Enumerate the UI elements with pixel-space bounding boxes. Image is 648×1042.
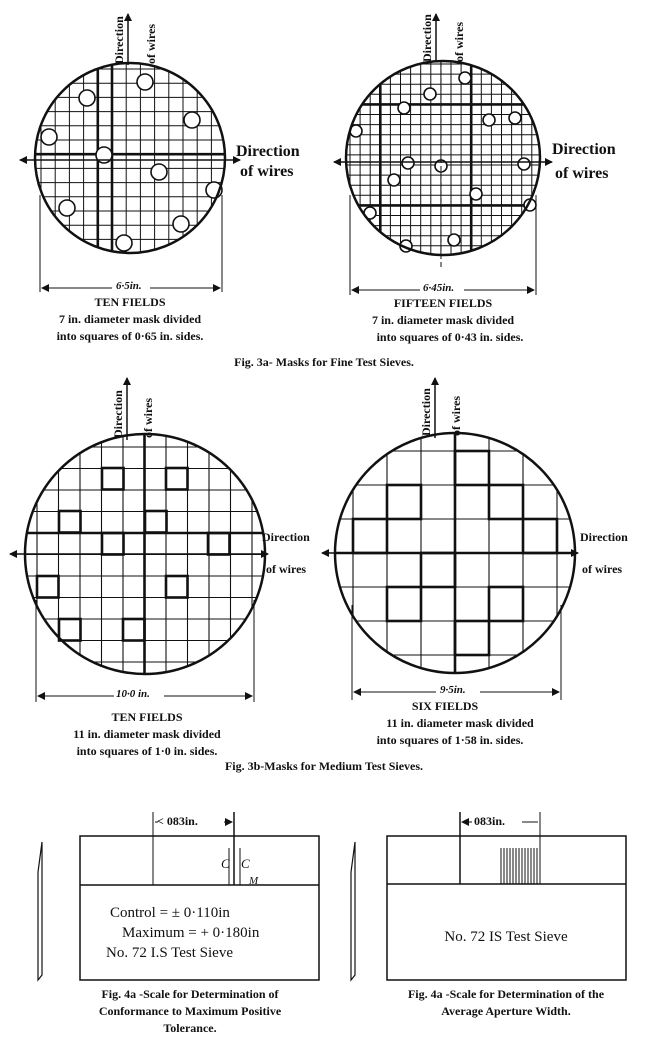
caption-line-1: Fig. 4a -Scale for Determination of the bbox=[407, 987, 605, 1001]
field-square bbox=[387, 485, 421, 519]
field-square bbox=[59, 619, 81, 641]
mark-c-1: C bbox=[221, 856, 230, 871]
direction-label-vertical-1: Direction bbox=[419, 388, 433, 436]
field-circle bbox=[509, 112, 521, 124]
aperture-tick-marks bbox=[501, 848, 537, 884]
field-circle bbox=[398, 102, 410, 114]
field-square bbox=[59, 511, 81, 533]
dimension-label: 9·5in. bbox=[440, 684, 466, 696]
direction-label-vertical-2: of wires bbox=[449, 395, 463, 436]
field-square bbox=[208, 533, 230, 555]
scale-line-1: No. 72 IS Test Sieve bbox=[444, 929, 568, 945]
direction-label-2: of wires bbox=[555, 165, 609, 182]
direction-label-1: Direction bbox=[262, 530, 310, 544]
field-circle bbox=[184, 112, 200, 128]
scale-line-1: Control = ± 0·110in bbox=[110, 905, 230, 921]
scale-profile bbox=[351, 842, 355, 980]
field-circle bbox=[424, 88, 436, 100]
dimension-label: < 083in. bbox=[157, 814, 198, 828]
mask-title: TEN FIELDS bbox=[94, 295, 166, 309]
caption-line-3: Tolerance. bbox=[163, 1021, 217, 1035]
field-circle bbox=[173, 216, 189, 232]
scale-conformance-left bbox=[38, 812, 319, 1035]
dimension-label: 6·45in. bbox=[423, 282, 455, 294]
field-square bbox=[123, 619, 145, 641]
field-square bbox=[37, 576, 59, 598]
field-circle bbox=[41, 129, 57, 145]
direction-label-1: Direction bbox=[552, 141, 616, 158]
mask-six-fields-medium bbox=[322, 378, 628, 747]
caption-line-2: Average Aperture Width. bbox=[441, 1004, 571, 1018]
field-circle bbox=[402, 157, 414, 169]
field-circle bbox=[448, 234, 460, 246]
field-square bbox=[166, 576, 188, 598]
mask-desc-2: into squares of 1·0 in. sides. bbox=[76, 744, 218, 758]
direction-label-vertical-2: of wires bbox=[452, 21, 466, 62]
scale-aperture-right bbox=[351, 812, 626, 1018]
figure-caption-3b: Fig. 3b-Masks for Medium Test Sieves. bbox=[224, 759, 424, 773]
field-circle bbox=[470, 188, 482, 200]
field-square bbox=[102, 468, 124, 490]
direction-label-2: of wires bbox=[266, 562, 307, 576]
mark-m: M bbox=[249, 875, 259, 887]
field-circle bbox=[116, 235, 132, 251]
mask-desc-1: 11 in. diameter mask divided bbox=[73, 727, 221, 741]
field-circle bbox=[388, 174, 400, 186]
direction-label-1: Direction bbox=[580, 530, 628, 544]
mask-ten-fields-medium bbox=[10, 378, 310, 758]
scale-profile bbox=[38, 842, 42, 980]
mask-desc-2: into squares of 0·43 in. sides. bbox=[376, 330, 524, 344]
field-square bbox=[166, 468, 188, 490]
direction-label-vertical-1: Direction bbox=[420, 14, 434, 62]
field-square bbox=[387, 587, 421, 621]
field-square bbox=[523, 519, 557, 553]
direction-label-1: Direction bbox=[236, 143, 300, 160]
field-square bbox=[455, 621, 489, 655]
mask-desc-2: into squares of 1·58 in. sides. bbox=[376, 733, 524, 747]
field-circle bbox=[59, 200, 75, 216]
mask-desc-2: into squares of 0·65 in. sides. bbox=[56, 329, 204, 343]
dimension-label: 6·5in. bbox=[116, 280, 142, 292]
field-circle bbox=[137, 74, 153, 90]
field-square bbox=[353, 519, 387, 553]
scale-line-2: Maximum = + 0·180in bbox=[122, 925, 260, 941]
field-circle bbox=[151, 164, 167, 180]
direction-label-vertical-2: of wires bbox=[141, 397, 155, 438]
dimension-label: 10·0 in. bbox=[116, 688, 150, 700]
dimension-label: 083in. bbox=[474, 814, 506, 828]
direction-label-2: of wires bbox=[582, 562, 623, 576]
field-square bbox=[489, 485, 523, 519]
direction-label-vertical-1: Direction bbox=[112, 16, 126, 64]
mask-desc-1: 7 in. diameter mask divided bbox=[371, 313, 515, 327]
direction-label-vertical-2: of wires bbox=[144, 23, 158, 64]
field-square bbox=[102, 533, 124, 555]
mask-desc-1: 7 in. diameter mask divided bbox=[58, 312, 202, 326]
mask-desc-1: 11 in. diameter mask divided bbox=[386, 716, 534, 730]
direction-label-2: of wires bbox=[240, 163, 294, 180]
scale-line-3: No. 72 I.S Test Sieve bbox=[106, 945, 234, 961]
mask-fifteen-fields-fine bbox=[334, 14, 616, 344]
mask-title: TEN FIELDS bbox=[111, 710, 183, 724]
caption-line-1: Fig. 4a -Scale for Determination of bbox=[101, 987, 279, 1001]
direction-label-vertical-1: Direction bbox=[111, 390, 125, 438]
caption-line-2: Conformance to Maximum Positive bbox=[98, 1004, 282, 1018]
field-circle bbox=[79, 90, 95, 106]
figure-caption-3a: Fig. 3a- Masks for Fine Test Sieves. bbox=[234, 355, 414, 369]
mask-title: SIX FIELDS bbox=[411, 699, 479, 713]
mask-ten-fields-fine bbox=[20, 14, 300, 343]
field-square bbox=[489, 587, 523, 621]
field-square bbox=[145, 511, 167, 533]
mark-c-2: C bbox=[241, 856, 250, 871]
mask-title: FIFTEEN FIELDS bbox=[393, 296, 493, 310]
field-square bbox=[421, 553, 455, 587]
field-circle bbox=[518, 158, 530, 170]
field-square bbox=[455, 451, 489, 485]
field-circle bbox=[459, 72, 471, 84]
field-circle bbox=[483, 114, 495, 126]
mask-outline bbox=[35, 63, 225, 253]
